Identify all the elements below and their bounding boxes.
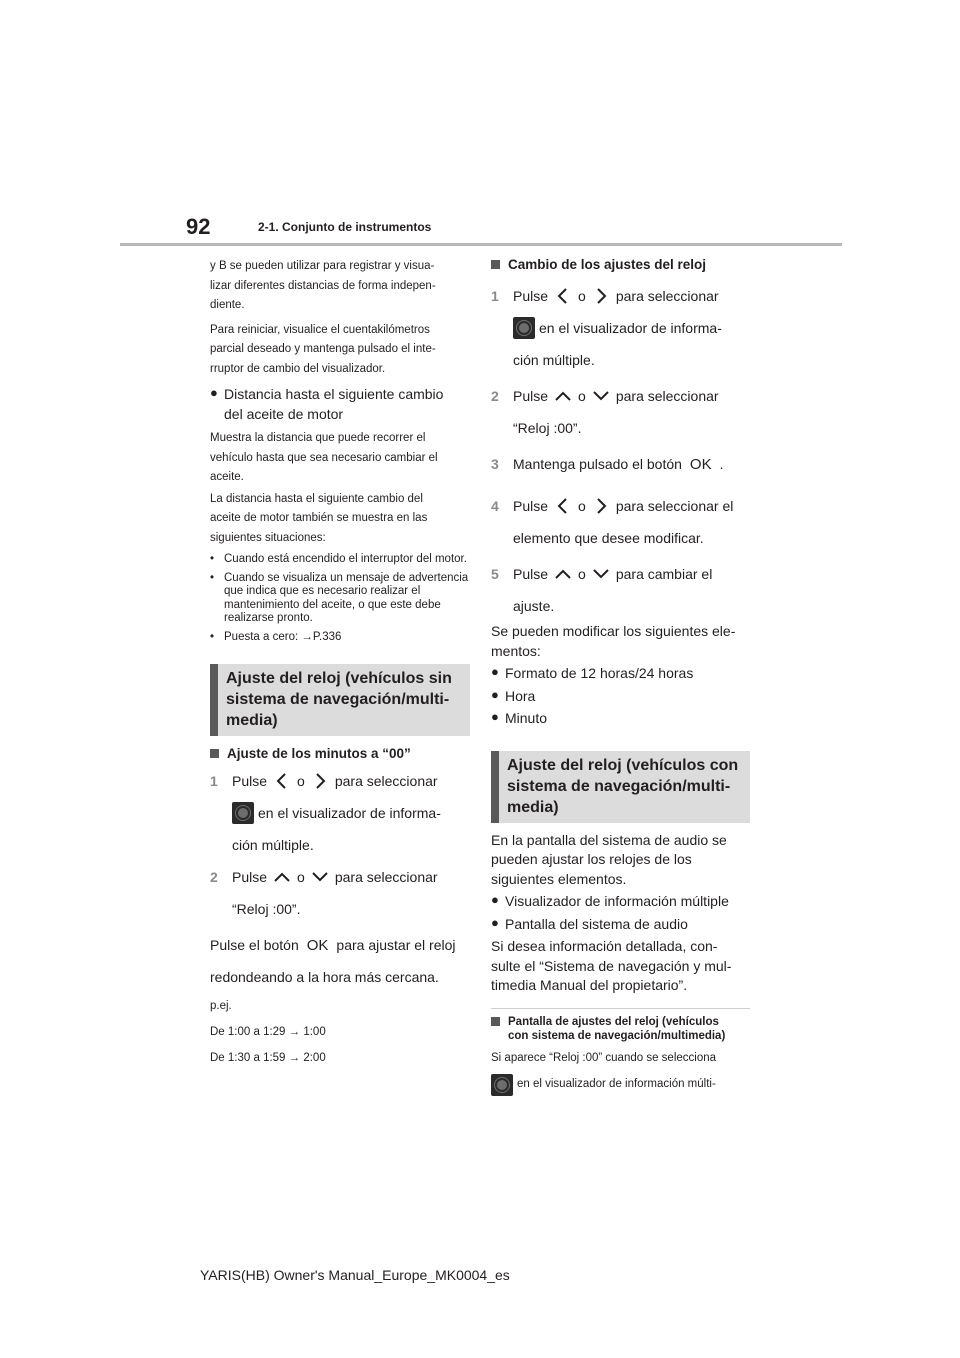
ok-line: Pulse el botón OK para ajustar el reloj bbox=[210, 936, 456, 954]
oil-desc-line: Muestra la distancia que puede recorrer el bbox=[210, 432, 426, 444]
list-item: ● Pantalla del sistema de audio bbox=[491, 914, 688, 932]
right-column bbox=[491, 257, 750, 1096]
oil-also-line: aceite de motor también se muestra en las bbox=[210, 512, 428, 524]
list-item: ● Minuto bbox=[491, 709, 548, 726]
section-box-title: Ajuste del reloj (vehículos con sistema de navegación/multi-media) bbox=[491, 751, 750, 823]
step-cont: en el visualizador de informa- bbox=[210, 797, 470, 829]
nav-desc-line: pueden ajustar los relojes de los bbox=[491, 851, 692, 867]
bullet-text: Distancia hasta el siguiente cambio bbox=[224, 386, 444, 402]
oil-also-line: La distancia hasta el siguiente cambio del bbox=[210, 492, 423, 505]
chevron-down-icon bbox=[592, 565, 610, 583]
chevron-up-icon bbox=[273, 868, 291, 886]
settings-gear-icon bbox=[513, 317, 535, 339]
situation-item: • Cuando está encendido el interruptor del motor. bbox=[210, 553, 467, 565]
chevron-down-icon bbox=[592, 387, 610, 405]
settings-gear-icon bbox=[232, 802, 254, 824]
chevron-right-icon bbox=[311, 772, 329, 790]
detail-line: timedia Manual del propietario”. bbox=[491, 977, 688, 993]
example-line: De 1:30 a 1:59 → 2:00 bbox=[210, 1052, 326, 1064]
step-cont: “Reloj :00”. bbox=[232, 901, 301, 917]
oil-desc-line: aceite. bbox=[210, 471, 244, 483]
note-title: Pantalla de ajustes del reloj (vehículos con sistema de navegación/multimedia) bbox=[491, 1015, 750, 1043]
oil-desc-line: vehículo hasta que sea necesario cambiar el bbox=[210, 451, 438, 464]
sub-heading: Cambio de los ajustes del reloj bbox=[491, 257, 750, 272]
modify-line: Se pueden modificar los siguientes ele- bbox=[491, 623, 736, 639]
reset-line: rruptor de cambio del visualizador. bbox=[210, 362, 386, 375]
bullet-text: del aceite de motor bbox=[224, 405, 344, 422]
step: 1 Pulse o para seleccionar bbox=[210, 773, 438, 789]
example-line: De 1:00 a 1:29 → 1:00 bbox=[210, 1026, 326, 1038]
step: 5 Pulse o para cambiar el bbox=[491, 566, 713, 582]
step: 2 Pulse o para seleccionar bbox=[491, 388, 719, 404]
ok-icon: OK bbox=[689, 455, 712, 473]
step: 4 Pulse o para seleccionar el bbox=[491, 498, 734, 514]
header-rule bbox=[120, 243, 842, 246]
reset-line: parcial deseado y mantenga pulsado el inte- bbox=[210, 343, 436, 355]
intro-line: diente. bbox=[210, 299, 245, 311]
footer-text: YARIS(HB) Owner's Manual_Europe_MK0004_es bbox=[200, 1267, 510, 1283]
step-cont: en el visualizador de informa- bbox=[491, 312, 750, 344]
detail-line: sulte el “Sistema de navegación y mul- bbox=[491, 957, 732, 974]
sub-heading: Ajuste de los minutos a “00” bbox=[210, 746, 470, 761]
modify-line: mentos: bbox=[491, 642, 541, 659]
step-cont: ción múltiple. bbox=[513, 352, 595, 368]
chevron-left-icon bbox=[554, 287, 572, 305]
note-line: en el visualizador de información múlti- bbox=[491, 1074, 750, 1096]
bullet-dot: ● bbox=[210, 385, 218, 400]
list-item: ● Formato de 12 horas/24 horas bbox=[491, 664, 694, 681]
chevron-up-icon bbox=[554, 387, 572, 405]
chapter-title: 2-1. Conjunto de instrumentos bbox=[258, 220, 432, 234]
square-bullet-icon bbox=[210, 749, 219, 758]
square-bullet-icon bbox=[491, 1017, 500, 1026]
situation-item: • Puesta a cero: →P.336 bbox=[210, 630, 342, 643]
detail-line: Si desea información detallada, con- bbox=[491, 938, 718, 954]
square-bullet-icon bbox=[491, 260, 500, 269]
nav-desc-line: En la pantalla del sistema de audio se bbox=[491, 831, 727, 848]
note-line: Si aparece “Reloj :00” cuando se selecciona bbox=[491, 1051, 717, 1064]
intro-line: y B se pueden utilizar para registrar y visua- bbox=[210, 260, 435, 272]
chevron-right-icon bbox=[592, 497, 610, 515]
intro-line: lizar diferentes distancias de forma indepen- bbox=[210, 279, 436, 292]
list-item: ● Hora bbox=[491, 686, 536, 704]
chevron-left-icon bbox=[273, 772, 291, 790]
step: 1 Pulse o para seleccionar bbox=[491, 288, 719, 304]
page-number: 92 bbox=[186, 214, 211, 239]
list-item: ● Visualizador de información múltiple bbox=[491, 892, 729, 909]
situation-item: • Cuando se visualiza un mensaje de advertencia que indica que es necesario realizar el mantenimiento del aceite, o que este debe realizarse pronto. bbox=[210, 571, 469, 624]
settings-gear-icon bbox=[491, 1074, 513, 1096]
ok-line: redondeando a la hora más cercana. bbox=[210, 969, 439, 985]
step: 2 Pulse o para seleccionar bbox=[210, 869, 438, 885]
step-cont: ajuste. bbox=[513, 598, 555, 614]
chevron-left-icon bbox=[554, 497, 572, 515]
example-label: p.ej. bbox=[210, 1000, 232, 1012]
section-box-title: Ajuste del reloj (vehículos sin sistema de navegación/multi-media) bbox=[210, 664, 470, 736]
ok-icon: OK bbox=[306, 936, 329, 954]
left-column bbox=[210, 257, 470, 1071]
step-cont: “Reloj :00”. bbox=[513, 420, 582, 436]
oil-also-line: siguientes situaciones: bbox=[210, 531, 326, 544]
step: 3 Mantenga pulsado el botón OK . bbox=[491, 455, 724, 473]
nav-desc-line: siguientes elementos. bbox=[491, 870, 627, 887]
bullet-oil bbox=[210, 385, 470, 424]
chevron-right-icon bbox=[592, 287, 610, 305]
chevron-up-icon bbox=[554, 565, 572, 583]
divider bbox=[491, 1008, 750, 1009]
reset-line: Para reiniciar, visualice el cuentakilómetros bbox=[210, 323, 430, 336]
step-cont: elemento que desee modificar. bbox=[513, 530, 704, 546]
chevron-down-icon bbox=[311, 868, 329, 886]
step-cont: ción múltiple. bbox=[232, 837, 314, 853]
